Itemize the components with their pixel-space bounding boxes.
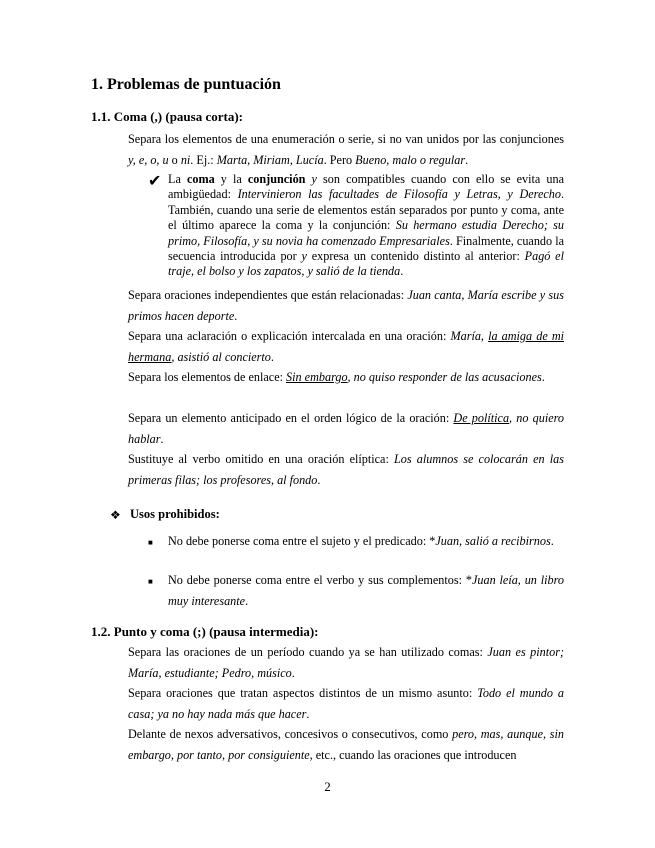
paragraph-eliptica: Sustituye al verbo omitido en una oración elíptica: Los alumnos se colocarán en las primeras filas; los profesores, al fondo.: [128, 452, 565, 487]
paragraph-enumeration: Separa los elementos de una enumeración o serie, si no van unidos por las conjunciones y, e, o, u o ni. Ej.: Marta, Miriam, Lucía. Pero Bueno, malo o regular.: [128, 132, 564, 167]
square-bullet-icon: ■: [148, 577, 153, 586]
list-item: No debe ponerse coma entre el sujeto y el predicado: *Juan, salió a recibirnos.: [168, 534, 554, 548]
main-heading: 1. Problemas de puntuación: [91, 76, 281, 93]
paragraph-periodo: Separa las oraciones de un período cuando ya se han utilizado comas: Juan es pintor; María, estudiante; Pedro, músico.: [128, 645, 564, 680]
paragraph-anticipado: Separa un elemento anticipado en el orden lógico de la oración: De política, no quiero hablar.: [128, 411, 564, 446]
list-item: No debe ponerse coma entre el verbo y sus complementos: *Juan leía, un libro muy interesante.: [168, 573, 565, 608]
prohibited-uses-title: Usos prohibidos:: [130, 507, 220, 521]
page-number: 2: [324, 779, 331, 794]
section-1-1-title: 1.1. Coma (,) (pausa corta):: [91, 109, 244, 124]
paragraph-nexos: Delante de nexos adversativos, concesivos o consecutivos, como pero, mas, aunque, sin embargo, por tanto, por consiguiente, etc., cuando las oraciones que introducen: [128, 727, 564, 762]
check-icon: ✔: [148, 173, 162, 190]
paragraph-aspectos: Separa oraciones que tratan aspectos distintos de un mismo asunto: Todo el mundo a casa; ya no hay nada más que hacer.: [128, 686, 565, 721]
paragraph-aclaracion: Separa una aclaración o explicación intercalada en una oración: María, la amiga de mi hermana, asistió al concierto.: [128, 329, 565, 364]
square-bullet-icon: ■: [148, 538, 153, 547]
note-coma-conjuncion: La coma y la conjunción y son compatibles cuando con ello se evita una ambigüedad: Intervinieron las facultades de Filosofía y Letras, y Derecho. También, cuando una serie de elementos están separados por punto y coma, ante el último aparece la coma y la conjunción: Su hermano estudia Derecho; su primo, Filosofía, y su novia ha comenzado Empresariales. Finalmente, cuando la secuencia introducida por y expresa un contenido distinto al anterior: Pagó el traje, el bolso y los zapatos, y salió de la tienda.: [168, 172, 565, 279]
section-1-2-title: 1.2. Punto y coma (;) (pausa intermedia):: [91, 624, 319, 639]
paragraph-independent-clauses: Separa oraciones independientes que están relacionadas: Juan canta, María escribe y sus primos hacen deporte.: [128, 288, 564, 323]
diamond-bullet-icon: ❖: [110, 508, 121, 522]
paragraph-enlace: Separa los elementos de enlace: Sin embargo, no quiso responder de las acusaciones.: [128, 370, 545, 384]
